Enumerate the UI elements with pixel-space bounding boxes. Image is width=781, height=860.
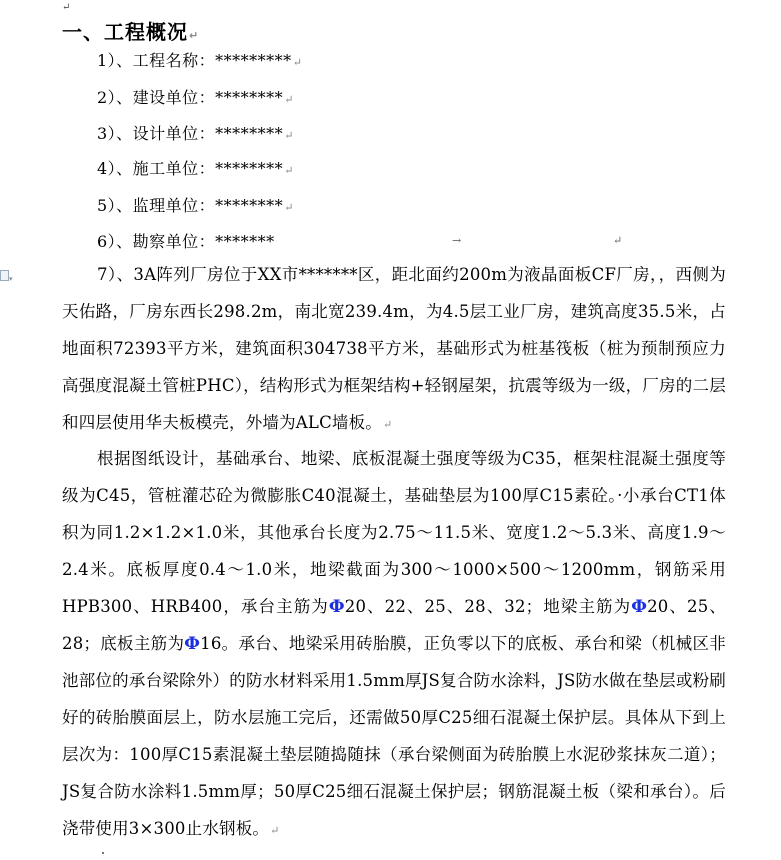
paragraph-text: 根据图纸设计，基础承台、地梁、底板混凝土强度等级为C35，框架柱混凝土强度等级为C45，管桩灌芯砼为微膨胀C40混凝土，基础垫层为100厚C15素砼。·小承台CT1体积为同1.2×1.2×1.0米，其他承台长度为2.75～11.5米、宽度1.2～5.3米、高度1.9～2.4米。底板厚度0.4～1.0米，地梁截面为300～1000×500～1200mm，钢筋采用HPB300、HRB400，承台主筋为 — [62, 449, 726, 616]
paragraph-mark: ↵ — [284, 164, 294, 177]
item-text: 5）、监理单位：******** — [97, 196, 284, 215]
list-item — [97, 48, 302, 71]
paragraph-mark: ↵ — [383, 418, 393, 431]
paragraph-options-icon[interactable]: ▾ — [0, 270, 12, 284]
item-text: 3）、设计单位：******** — [97, 124, 284, 143]
list-item — [97, 156, 294, 179]
paragraph-mark: ↵ — [613, 234, 623, 247]
list-item — [97, 193, 294, 216]
paragraph-mark: ↵ — [270, 824, 280, 837]
paragraph-text: 7）、3A阵列厂房位于XX市*******区，距北面约200m为液晶面板CF厂房，，西侧为天佑路，厂房东西长298.2m，南北宽239.4m，为4.5层工业厂房，建筑高度35.5米，占地面积72393平方米，建筑面积304738平方米，基础形式为桩基筏板（桩为预制预应力高强度混凝土管桩PHC），结构形式为框架结构+轻钢屋架，抗震等级为一级，厂房的二层和四层使用华夫板模壳，外墙为ALC墙板。 — [62, 265, 726, 432]
paragraph-text: 20、25、28；底板主筋为 — [62, 597, 726, 653]
item-text: 2）、建设单位：******** — [97, 88, 284, 107]
bullet-dot — [102, 852, 104, 854]
paragraph — [62, 440, 726, 849]
rebar-grade-symbol: Ф — [631, 597, 648, 616]
insertion-cursor: ↵ — [62, 2, 71, 13]
tab-arrow: → — [452, 234, 462, 247]
paragraph-mark: ↵ — [189, 29, 200, 42]
rebar-grade-symbol: Ф — [184, 634, 201, 653]
paragraph-text: 16。承台、地梁采用砖胎膜，正负零以下的底板、承台和梁（机械区非池部位的承台梁除外）的防水材料采用1.5mm厚JS复合防水涂料，JS防水做在垫层或粉刷好的砖胎膜面层上，防水层施工完后，还需做50厚C25细石混凝土保护层。具体从下到上层次为：100厚C15素混凝土垫层随捣随抹（承台梁侧面为砖胎膜上水泥砂浆抹灰二道）；JS复合防水涂料1.5mm厚；50厚C25细石混凝土保护层；钢筋混凝土板（梁和承台）。后浇带使用3×300止水钢板。 — [62, 634, 726, 838]
paragraph-mark: ↵ — [284, 129, 294, 142]
list-item — [97, 85, 294, 108]
heading-text: 一、工程概况 — [62, 20, 188, 44]
item-text: 1）、工程名称：********* — [97, 51, 292, 70]
paragraph-mark: ↵ — [284, 201, 294, 214]
paragraph — [62, 256, 726, 443]
paragraph-text: 20、22、25、28、32；地梁主筋为 — [344, 597, 632, 616]
item-text: 4）、施工单位：******** — [97, 159, 284, 178]
section-heading — [62, 16, 199, 45]
list-item — [97, 121, 294, 144]
list-item — [97, 229, 275, 252]
item-text: 6）、勘察单位：******* — [97, 232, 275, 251]
paragraph-mark: ↵ — [284, 93, 294, 106]
rebar-grade-symbol: Ф — [328, 597, 345, 616]
paragraph-mark: ↵ — [292, 56, 303, 69]
